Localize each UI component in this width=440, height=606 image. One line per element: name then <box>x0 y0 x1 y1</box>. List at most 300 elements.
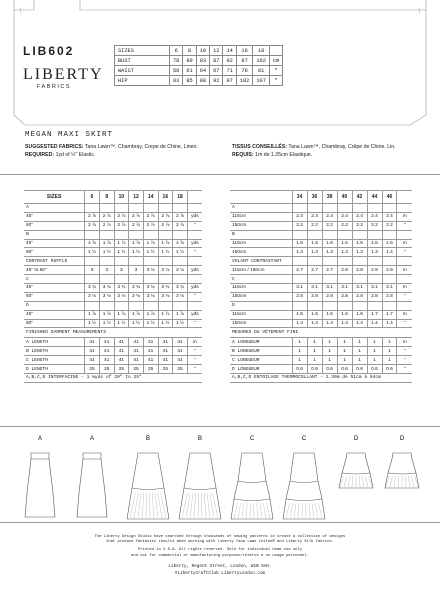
yardage-row <box>230 248 412 257</box>
finished-value: 1 <box>322 347 337 356</box>
yardage-value: 2.4 <box>337 212 352 221</box>
yardage-value: 1.4 <box>352 319 367 328</box>
gather-line <box>138 493 141 518</box>
view-row <box>24 301 202 310</box>
yardage-row <box>24 284 202 293</box>
yardage-value: 1.6 <box>367 239 382 248</box>
yardage-row <box>230 319 412 328</box>
tier-seam <box>290 481 318 483</box>
finished-row-label: D LENGTH <box>24 365 85 374</box>
view-label: D <box>24 301 85 310</box>
yardage-row <box>230 239 412 248</box>
fabric-width: 60" <box>24 248 85 257</box>
fabric-width: 150cm <box>230 292 292 301</box>
yardage-value: 1.6 <box>307 310 322 319</box>
yardage-value: 1 ½ <box>173 248 188 257</box>
size-header: 42 <box>352 191 367 204</box>
gather-line <box>309 503 310 518</box>
view-row <box>230 204 412 213</box>
yardage-value: 3 ¾ <box>129 284 144 293</box>
measurement-value: 78 <box>170 56 183 66</box>
fabric-width: 115cm / 150cm <box>230 266 292 275</box>
measurement-value: 97 <box>223 76 236 86</box>
unit-cell <box>269 46 282 56</box>
yardage-value: 1 ⅞ <box>85 239 100 248</box>
yardage-row <box>230 310 412 319</box>
unit-cell: " <box>187 347 202 356</box>
view-letter: D <box>353 436 359 442</box>
yardage-row <box>24 221 202 230</box>
yardage-value: 1.6 <box>292 239 307 248</box>
yardage-value: 1.6 <box>322 239 337 248</box>
yardage-value: 2 ⅞ <box>173 212 188 221</box>
finished-value: 0.6 <box>382 365 397 374</box>
yardage-value: 2 ⅞ <box>129 212 144 221</box>
view-letter: D <box>399 436 405 442</box>
finished-value: 41 <box>173 347 188 356</box>
size-header: 12 <box>129 191 144 204</box>
yardage-value: 1 ½ <box>114 319 129 328</box>
interfacing-note: A,B,C,D ENTOILAGE THERMOCOLLANT - 1.30m de 51cm à 64cm <box>230 374 412 383</box>
finished-value: 41 <box>99 347 114 356</box>
gather-line <box>298 503 299 518</box>
yardage-value: 1 ½ <box>114 248 129 257</box>
yardage-value: 1.6 <box>292 310 307 319</box>
yardage-value: 1 ½ <box>143 319 158 328</box>
yardage-value: 2 ⅞ <box>99 212 114 221</box>
yardage-row <box>24 248 202 257</box>
yardage-value: 2 ⅞ <box>173 221 188 230</box>
tier-seam <box>238 481 266 483</box>
finished-value: 1 <box>367 356 382 365</box>
skirt-a-icon <box>77 453 107 517</box>
gather-line <box>405 476 406 487</box>
yardage-value: 2.4 <box>367 212 382 221</box>
gather-line <box>286 503 290 518</box>
yardage-value: 2.8 <box>352 266 367 275</box>
finished-value: 1 <box>367 338 382 347</box>
footer-text: and not for commercial or manufacturing purposes/reserve à un usage personnel. <box>131 553 309 558</box>
yardage-value: 2 ⅞ <box>129 221 144 230</box>
unit-cell: " <box>397 248 412 257</box>
yardage-value: 2.8 <box>352 292 367 301</box>
gather-line <box>290 503 293 518</box>
size-header: 10 <box>114 191 129 204</box>
unit-cell: m <box>397 338 412 347</box>
yardage-value: 1 ½ <box>129 319 144 328</box>
yardage-value: 1 ⅞ <box>129 310 144 319</box>
yardage-value: 1 ½ <box>85 319 100 328</box>
finished-value: 1 <box>307 338 322 347</box>
yardage-value: 2.8 <box>292 292 307 301</box>
gather-line <box>266 503 270 518</box>
gather-line <box>352 476 353 487</box>
yardage-value: 3.1 <box>307 284 322 293</box>
unit-cell: " <box>397 292 412 301</box>
gather-line <box>263 503 266 518</box>
finished-value: 41 <box>114 347 129 356</box>
unit-cell: " <box>187 365 202 374</box>
yardage-value: 2 ⅞ <box>158 212 173 221</box>
unit-cell: yds <box>187 266 202 275</box>
size-label: SIZES <box>115 46 170 56</box>
finished-value: 41 <box>158 338 173 347</box>
yardage-value: 3 <box>99 266 114 275</box>
tier-seam <box>132 488 164 490</box>
gather-line <box>246 503 247 518</box>
yardage-value: 1 ½ <box>99 248 114 257</box>
yardage-value: 1.6 <box>322 310 337 319</box>
yardage-value: 2.7 <box>322 266 337 275</box>
tier-seam <box>234 499 270 501</box>
tier-seam <box>342 473 370 474</box>
yardage-value: 3 ¾ <box>85 284 100 293</box>
finished-value: 0.6 <box>352 365 367 374</box>
finished-value: 41 <box>85 356 100 365</box>
finished-value: 1 <box>352 347 367 356</box>
yardage-row <box>24 319 202 328</box>
yardage-value: 2.9 <box>382 266 397 275</box>
finished-row <box>230 347 412 356</box>
unit-cell: m <box>397 239 412 248</box>
finished-row <box>24 338 202 347</box>
yardage-value: 2 ⅞ <box>85 212 100 221</box>
yardage-value: 2.2 <box>337 221 352 230</box>
yardage-value: 1.3 <box>367 248 382 257</box>
finished-value: 41 <box>99 356 114 365</box>
size-cell: 8 <box>183 46 196 56</box>
yardage-row <box>230 266 412 275</box>
yardage-table-en <box>24 190 202 383</box>
unit-cell: " <box>269 66 282 76</box>
finished-value: 25 <box>99 365 114 374</box>
yardage-value: 1 ½ <box>173 319 188 328</box>
finished-value: 1 <box>367 347 382 356</box>
yardage-value: 2.7 <box>307 266 322 275</box>
finished-value: 1 <box>307 347 322 356</box>
yardage-value: 1.7 <box>382 310 397 319</box>
fabric-width: 45" <box>24 310 85 319</box>
yardage-value: 2 ⅞ <box>114 212 129 221</box>
finished-value: 1 <box>382 347 397 356</box>
measurement-label: HIP <box>115 76 170 86</box>
view-row <box>24 230 202 239</box>
finished-value: 41 <box>158 356 173 365</box>
yardage-value: 1 ⅞ <box>158 239 173 248</box>
fabric-width: 45" to 60" <box>24 266 85 275</box>
yardage-value: 3 ¾ <box>173 284 188 293</box>
finished-value: 0.6 <box>322 365 337 374</box>
finished-row <box>230 365 412 374</box>
yardage-value: 2.4 <box>292 212 307 221</box>
yardage-value: 3 ⅛ <box>85 292 100 301</box>
fabric-width: 60" <box>24 292 85 301</box>
yardage-value: 3 <box>114 266 129 275</box>
size-cell: 10 <box>196 46 209 56</box>
skirt-c-icon <box>231 453 273 519</box>
yardage-value: 2.2 <box>352 221 367 230</box>
size-header: 8 <box>99 191 114 204</box>
interfacing-row <box>230 374 412 383</box>
measurement-value: 64 <box>196 66 209 76</box>
unit-cell: " <box>397 347 412 356</box>
measurement-value: 92 <box>210 76 223 86</box>
yardage-value: 2 ⅞ <box>114 221 129 230</box>
finished-value: 1 <box>382 338 397 347</box>
yardage-row <box>24 239 202 248</box>
skirt-b-icon <box>127 453 169 519</box>
finished-value: 41 <box>85 338 100 347</box>
yardage-value: 1.3 <box>337 248 352 257</box>
tier-seam <box>286 499 322 501</box>
yardage-value: 2.8 <box>307 292 322 301</box>
fabrics-fr: TISSUS CONSEILLÉS: Tana Lawn™, Chambray, Crêpe de Chine, Lin. REQUIS: 1m de 1.25cm Elastique. <box>232 144 396 158</box>
yardage-value: 1 ½ <box>85 248 100 257</box>
size-cell: 6 <box>170 46 183 56</box>
finished-value: 41 <box>143 347 158 356</box>
yardage-value: 1.3 <box>352 248 367 257</box>
size-header: 44 <box>367 191 382 204</box>
finished-label: FINISHED GARMENT MEASUREMENTS <box>24 328 202 338</box>
yardage-value: 1 ⅞ <box>85 310 100 319</box>
yardage-value: 3 ¾ <box>114 284 129 293</box>
skirt-a-icon <box>25 453 55 517</box>
divider <box>0 522 440 523</box>
finished-value: 41 <box>173 338 188 347</box>
gather-line <box>390 476 392 487</box>
pattern-title: MEGAN MAXI SKIRT <box>25 131 114 139</box>
view-letter: B <box>145 436 151 442</box>
size-header: 38 <box>322 191 337 204</box>
fabric-width: 150cm <box>230 319 292 328</box>
unit-cell: " <box>187 356 202 365</box>
yardage-value: 3 ⅛ <box>143 292 158 301</box>
size-cell: 16 <box>236 46 253 56</box>
yardage-value: 2.9 <box>367 266 382 275</box>
yardage-value: 3 ⅛ <box>158 266 173 275</box>
gather-line <box>294 503 296 518</box>
yardage-value: 2.8 <box>337 266 352 275</box>
finished-value: 25 <box>85 365 100 374</box>
finished-value: 25 <box>158 365 173 374</box>
measurement-value: 71 <box>223 66 236 76</box>
yardage-value: 3 <box>129 266 144 275</box>
yardage-value: 1 ⅞ <box>143 310 158 319</box>
measurement-value: 87 <box>210 56 223 66</box>
yardage-value: 1.4 <box>322 319 337 328</box>
finished-value: 41 <box>143 356 158 365</box>
footer-text: that produce fantastic results when working with Liberty Tana Lawn Cotton® and Liberty Silk fabrics. <box>106 540 334 545</box>
finished-row-label: C LONGUEUR <box>230 356 292 365</box>
gather-line <box>394 476 396 487</box>
yardage-value: 3 ⅛ <box>129 292 144 301</box>
fabric-width: 115cm <box>230 310 292 319</box>
yardage-value: 3 ⅛ <box>114 292 129 301</box>
size-header: 14 <box>143 191 158 204</box>
yardage-value: 2.4 <box>322 212 337 221</box>
finished-value: 41 <box>114 356 129 365</box>
yardage-value: 2 ⅞ <box>143 212 158 221</box>
yardage-value: 2 ⅞ <box>158 221 173 230</box>
unit-cell: m <box>397 284 412 293</box>
gather-line <box>201 493 202 518</box>
finished-value: 41 <box>158 347 173 356</box>
yardage-row <box>230 284 412 293</box>
yardage-value: 1.4 <box>307 319 322 328</box>
gather-line <box>152 493 154 518</box>
yardage-value: 3.1 <box>322 284 337 293</box>
size-header: 18 <box>173 191 188 204</box>
yardage-value: 1.4 <box>382 319 397 328</box>
gather-line <box>362 476 364 487</box>
size-header: 40 <box>337 191 352 204</box>
finished-value: 41 <box>99 338 114 347</box>
yardage-value: 1 ½ <box>129 248 144 257</box>
finished-value: 0.6 <box>292 365 307 374</box>
unit-cell: " <box>269 76 282 86</box>
yardage-value: 1 ½ <box>143 248 158 257</box>
yardage-value: 1.6 <box>337 310 352 319</box>
measurement-value: 97 <box>236 56 253 66</box>
yardage-value: 3 ¾ <box>99 284 114 293</box>
unit-cell: " <box>187 248 202 257</box>
gather-line <box>344 476 346 487</box>
yardage-value: 2.4 <box>307 212 322 221</box>
view-letter: A <box>89 436 95 442</box>
yardage-value: 1 ⅞ <box>158 310 173 319</box>
yardage-value: 1 ⅞ <box>99 310 114 319</box>
yardage-value: 1.6 <box>382 239 397 248</box>
yardage-value: 2.2 <box>367 221 382 230</box>
size-header: 34 <box>292 191 307 204</box>
measurement-value: 61 <box>183 66 196 76</box>
gather-line <box>238 503 241 518</box>
unit-cell: m <box>397 266 412 275</box>
finished-value: 1 <box>337 356 352 365</box>
yardage-value: 2.8 <box>322 292 337 301</box>
unit-cell: m <box>397 310 412 319</box>
gather-line <box>142 493 144 518</box>
footer <box>40 535 400 576</box>
brand-subtitle: FABRICS <box>37 84 72 90</box>
divider <box>0 426 440 427</box>
size-header: 46 <box>382 191 397 204</box>
measurement-value: 102 <box>236 76 253 86</box>
finished-value: 1 <box>292 347 307 356</box>
yardage-value: 2.2 <box>322 221 337 230</box>
view-row <box>24 204 202 213</box>
finished-row <box>24 365 202 374</box>
gather-line <box>146 493 147 518</box>
tier-seam <box>184 488 216 490</box>
yardage-value: 3.1 <box>292 284 307 293</box>
gather-line <box>312 503 314 518</box>
view-row <box>24 275 202 284</box>
unit-cell: " <box>397 319 412 328</box>
size-header: 36 <box>307 191 322 204</box>
yardage-value: 1 ⅞ <box>143 239 158 248</box>
yardage-value: 1 ½ <box>99 319 114 328</box>
yardage-value: 2.7 <box>292 266 307 275</box>
measurement-value: 81 <box>253 66 270 76</box>
gather-line <box>348 476 350 487</box>
divider <box>0 174 440 175</box>
sizes-header-row <box>230 191 412 204</box>
gather-line <box>149 493 150 518</box>
yardage-value: 2.8 <box>337 292 352 301</box>
tier-seam <box>388 473 416 474</box>
measurement-label: BUST <box>115 56 170 66</box>
finished-row <box>24 347 202 356</box>
yardage-row <box>24 292 202 301</box>
finished-value: 41 <box>85 347 100 356</box>
yardage-value: 2.8 <box>367 292 382 301</box>
measurement-label: WAIST <box>115 66 170 76</box>
measurement-row <box>115 76 283 86</box>
fabric-width: 45" <box>24 239 85 248</box>
yardage-row <box>230 212 412 221</box>
yardage-value: 1.3 <box>307 248 322 257</box>
interfacing-row <box>24 374 202 383</box>
yardage-value: 1 ⅞ <box>114 310 129 319</box>
gather-line <box>412 476 414 487</box>
view-label: C <box>230 275 292 284</box>
yardage-value: 1.4 <box>337 319 352 328</box>
unit-cell: " <box>187 292 202 301</box>
measurement-row <box>115 66 283 76</box>
fabric-width: 115cm <box>230 239 292 248</box>
finished-value: 1 <box>292 338 307 347</box>
yardage-value: 1.4 <box>292 319 307 328</box>
yardage-value: 1.4 <box>367 319 382 328</box>
view-label: VOLANT CONTRASTANT <box>230 257 292 266</box>
yardage-value: 1 ⅞ <box>173 239 188 248</box>
finished-row-label: A LENGTH <box>24 338 85 347</box>
yardage-value: 3 ⅛ <box>173 266 188 275</box>
view-label: B <box>24 230 85 239</box>
fabric-width: 150cm <box>230 221 292 230</box>
finished-row-label: C LENGTH <box>24 356 85 365</box>
yardage-value: 1 ⅞ <box>114 239 129 248</box>
footer-text: Printed in U.S.A. All rights reserved. Sold for individual home use only <box>137 548 303 553</box>
size-header-row <box>115 46 283 56</box>
unit-cell: " <box>187 221 202 230</box>
finished-value: 1 <box>337 338 352 347</box>
yardage-value: 1 ⅞ <box>99 239 114 248</box>
gather-line <box>398 476 399 487</box>
yardage-row <box>24 310 202 319</box>
finished-value: 25 <box>129 365 144 374</box>
unit-cell: " <box>187 319 202 328</box>
gather-line <box>260 503 262 518</box>
finished-value: 41 <box>129 347 144 356</box>
pattern-number: LIB602 <box>23 44 75 58</box>
size-cell: 18 <box>253 46 270 56</box>
unit-cell: m <box>397 212 412 221</box>
finished-header-row <box>24 328 202 338</box>
gather-line <box>207 493 210 518</box>
yardage-value: 1.6 <box>352 310 367 319</box>
sizes-header-row <box>24 191 202 204</box>
finished-row-label: B LONGUEUR <box>230 347 292 356</box>
yardage-value: 2.2 <box>382 221 397 230</box>
finished-value: 41 <box>143 338 158 347</box>
measurement-value: 76 <box>236 66 253 76</box>
yardage-value: 2.2 <box>292 221 307 230</box>
yardage-value: 1.3 <box>322 248 337 257</box>
unit-cell: " <box>397 221 412 230</box>
view-row <box>230 230 412 239</box>
